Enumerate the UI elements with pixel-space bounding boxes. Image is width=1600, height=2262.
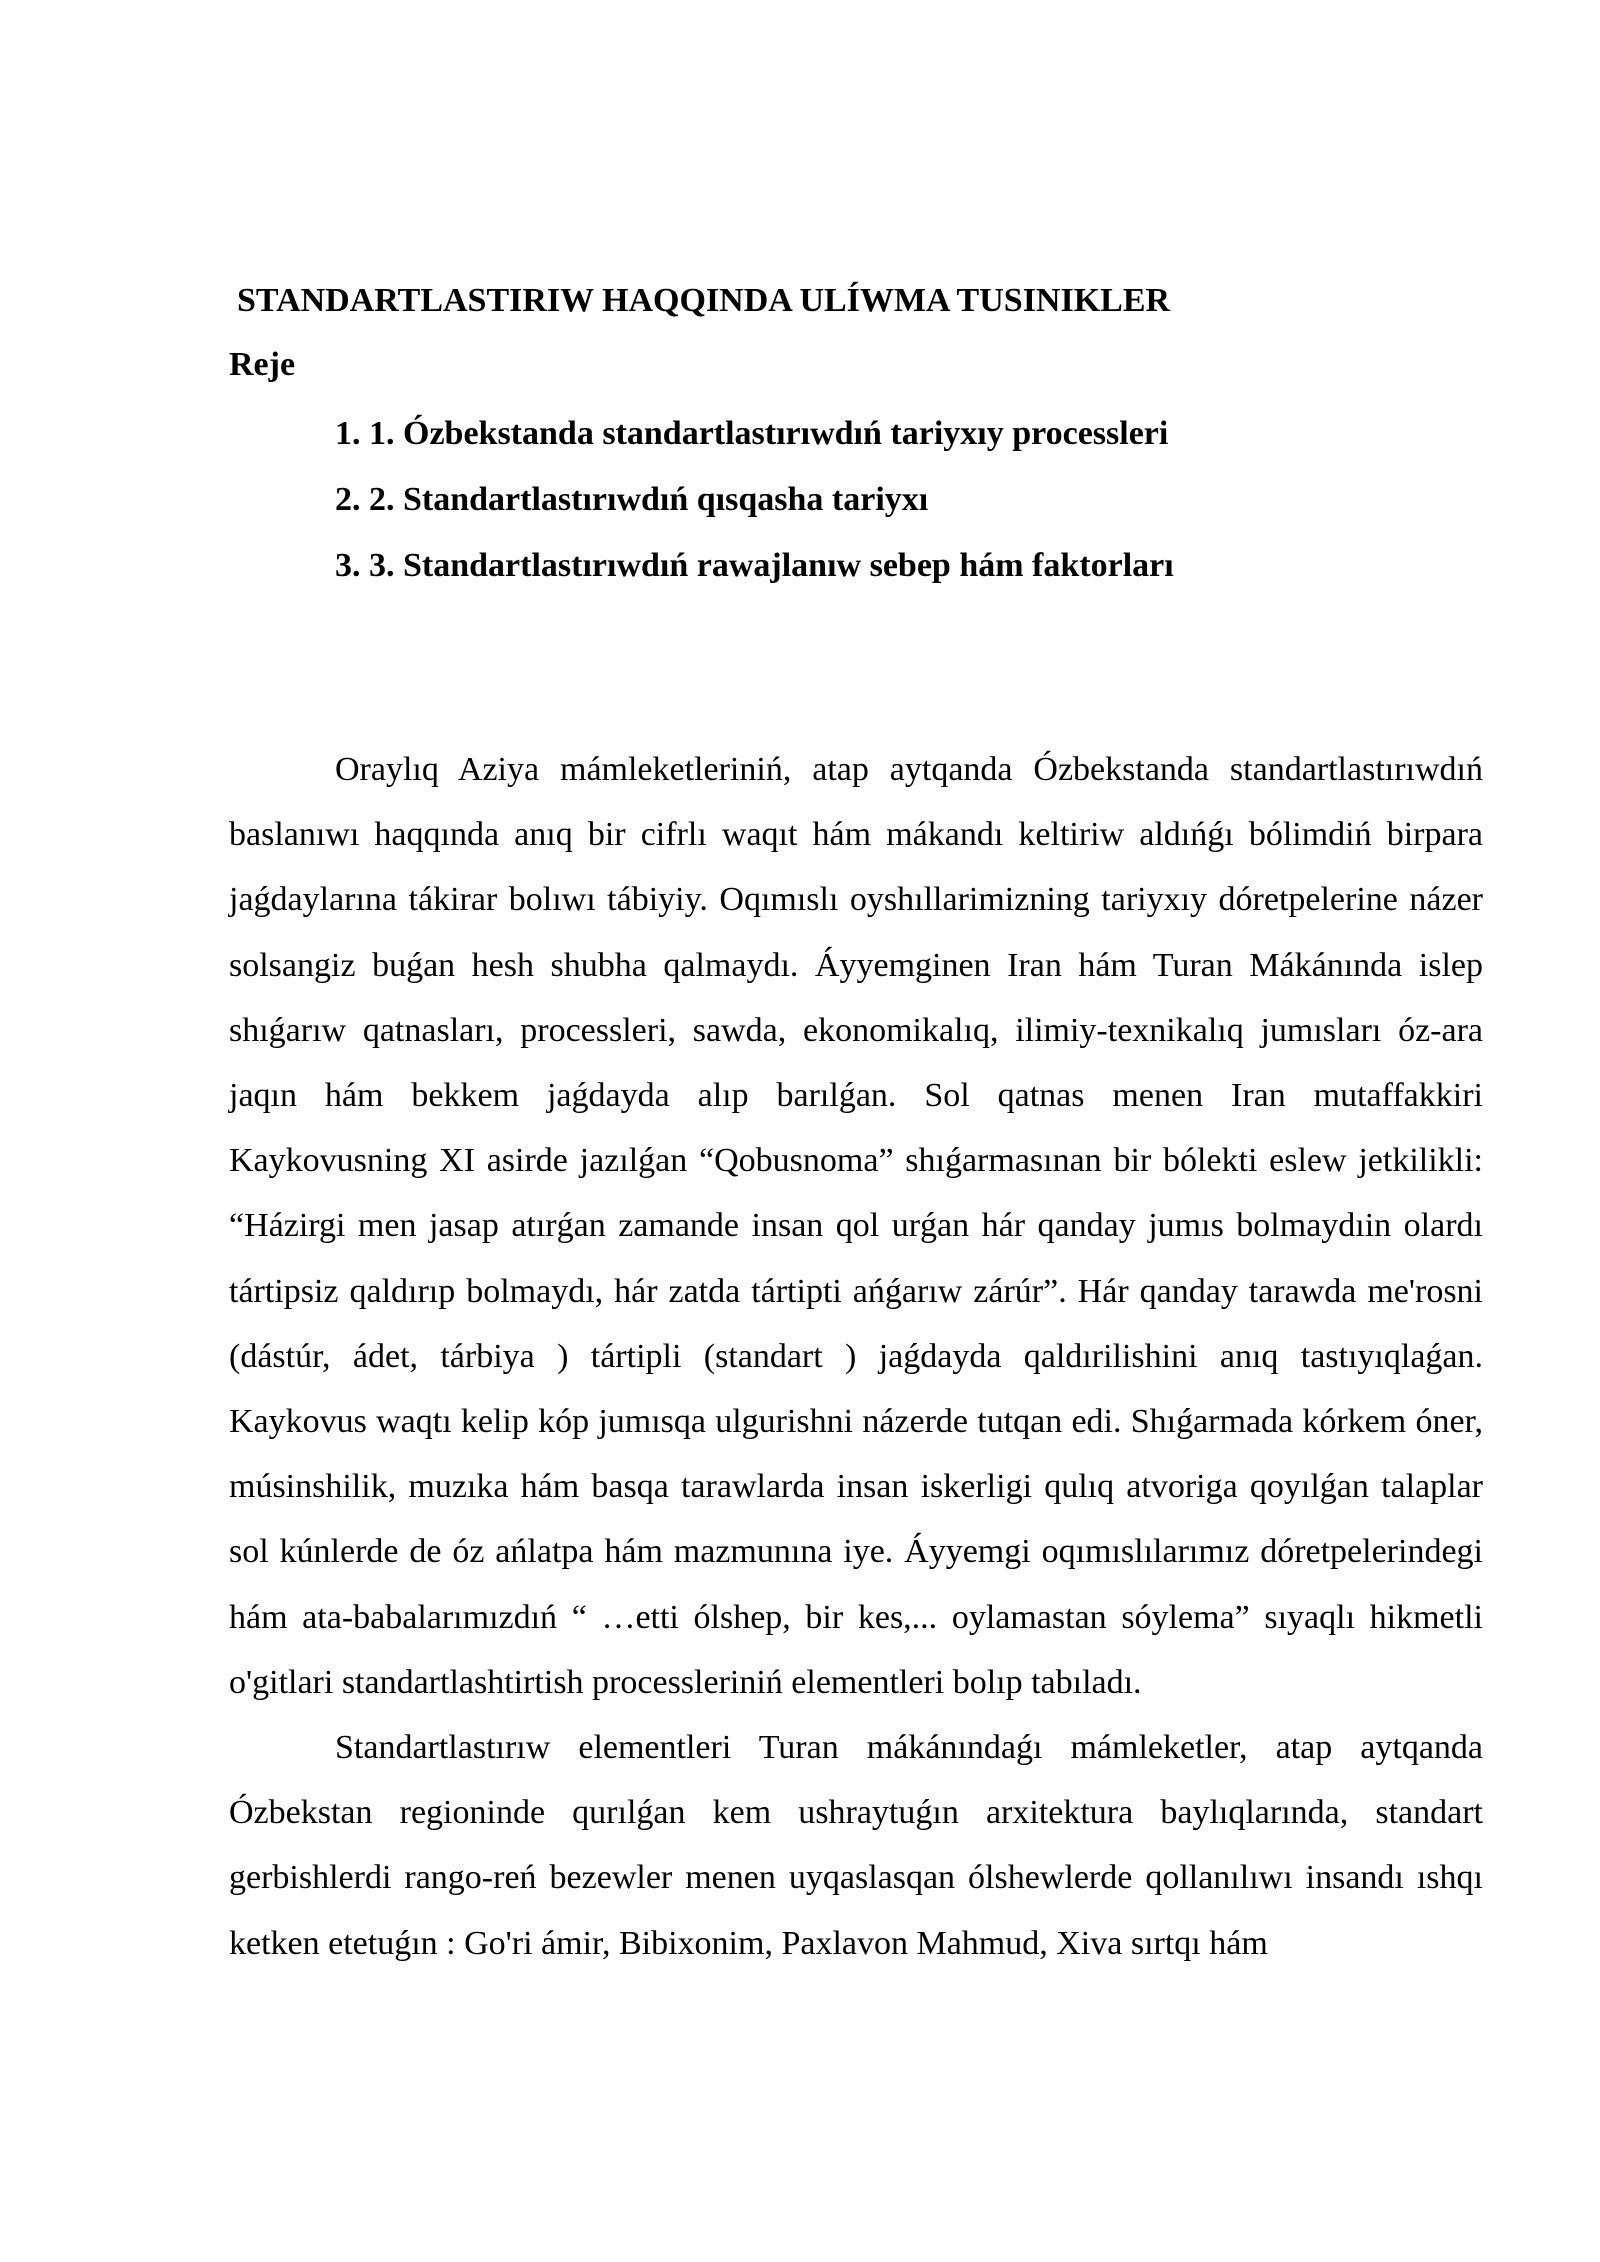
plan-list xyxy=(335,412,1174,610)
plan-heading: Reje xyxy=(229,346,296,383)
document-title: STANDARTLASTIRIW HAQQINDA ULÍWMA TUSINIKLER xyxy=(237,282,1171,319)
body-text xyxy=(229,737,1483,1976)
plan-item: 2. 2. Standartlastırıwdıń qısqasha tariyxı xyxy=(335,481,929,518)
plan-item: 3. 3. Standartlastırıwdıń rawajlanıw sebep hám faktorları xyxy=(335,547,1174,584)
paragraph: Oraylıq Aziya mámleketleriniń, atap aytqanda Ózbekstanda standartlastırıwdıń baslanıwı haqqında anıq bir cifrlı waqıt hám mákandı keltiriw aldıńǵı bólimdiń birpara jaǵdaylarına tákirar bolıwı tábiyiy. Oqımıslı oyshıllarimizning tariyxıy dóretpelerine názer solsangiz buǵan hesh shubha qalmaydı. Áyyemginen Iran hám Turan Mákánında islep shıǵarıw qatnasları, processleri, sawda, ekonomikalıq, ilimiy-texnikalıq jumısları óz-ara jaqın hám bekkem jaǵdayda alıp barılǵan. Sol qatnas menen Iran mutaffakkiri Kaykovusning XI asirde jazılǵan “Qobusnoma” shıǵarmasınan bir bólekti eslew jetkilikli: “Házirgi men jasap atırǵan zamande insan qol urǵan hár qanday jumıs bolmaydıin olardı tártipsiz qaldırıp bolmaydı, hár zatda tártipti ańǵarıw zárúr”. Hár qanday tarawda me'rosni (dástúr, ádet, tárbiya ) tártipli (standart ) jaǵdayda qaldırilishini anıq tastıyıqlaǵan. Kaykovus waqtı kelip kóp jumısqa ulgurishni názerde tutqan edi. Shıǵarmada kórkem óner, músinshilik, muzıka hám basqa tarawlarda insan iskerligi qulıq atvoriga qoyılǵan talaplar sol kúnlerde de óz ańlatpa hám mazmunına iye. Áyyemgi oqımıslılarımız dóretpelerindegi hám ata-babalarımızdıń “ …etti ólshep, bir kes,... oylamastan sóylema” sıyaqlı hikmetli o'gitlari standartlashtirtish processleriniń elementleri bolıp tabıladı. xyxy=(229,751,1483,1701)
plan-item: 1. 1. Ózbekstanda standartlastırıwdıń tariyxıy processleri xyxy=(335,415,1169,452)
paragraph: Standartlastırıw elementleri Turan mákánındaǵı mámleketler, atap aytqanda Ózbekstan regioninde qurılǵan kem ushraytuǵın arxitektura baylıqlarında, standart gerbishlerdi rango-reń bezewler menen uyqaslasqan ólshewlerde qollanılıwı insandı ıshqı ketken etetuǵın : Go'ri ámir, Bibixonim, Paxlavon Mahmud, Xiva sırtqı hám xyxy=(229,1729,1483,1962)
